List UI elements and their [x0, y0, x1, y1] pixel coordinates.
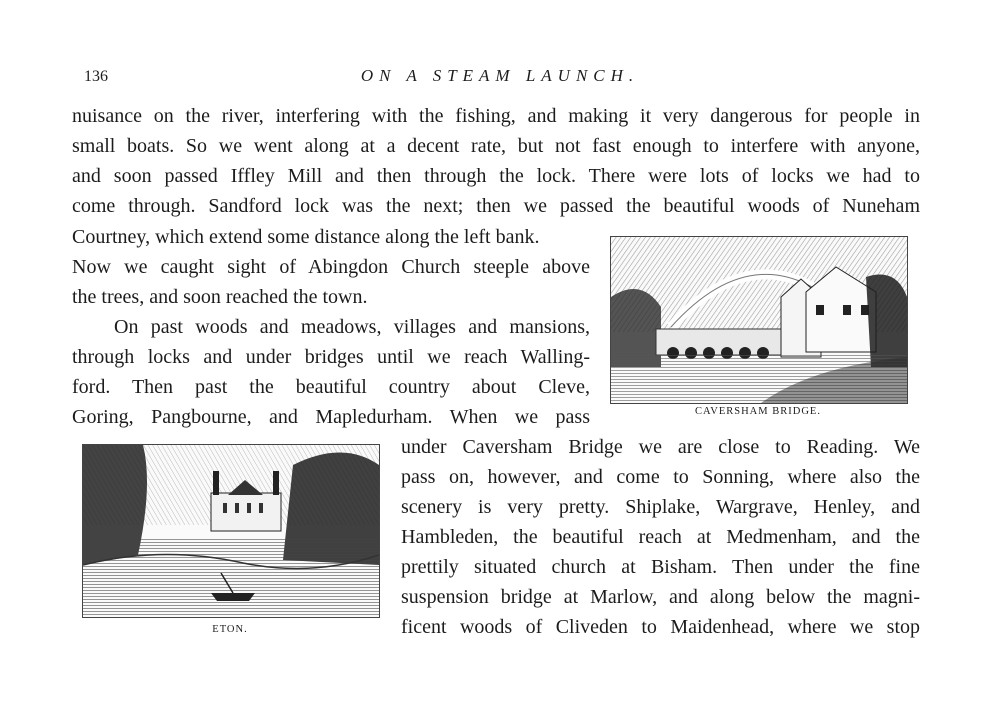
caversham-bridge-illustration [610, 236, 908, 404]
eton-caption: ETON. [212, 624, 248, 635]
body-line: suspension bridge at Marlow, and along below the magni- [401, 586, 920, 608]
body-line: through locks and under bridges until we reach Walling- [72, 346, 590, 368]
running-title: ON A STEAM LAUNCH. [360, 66, 640, 85]
body-line: under Caversham Bridge we are close to Reading. We [401, 436, 920, 458]
body-line: ficent woods of Cliveden to Maidenhead, where we stop [401, 616, 920, 638]
body-line: prettily situated church at Bisham. Then under the fine [401, 556, 920, 578]
body-line: On past woods and meadows, villages and mansions, [114, 316, 590, 338]
body-line: Goring, Pangbourne, and Mapledurham. When we pass [72, 406, 590, 428]
body-line: ford. Then past the beautiful country about Cleve, [72, 376, 590, 398]
body-line: come through. Sandford lock was the next; then we passed the beautiful woods of Nuneham [72, 195, 920, 217]
body-line: Courtney, which extend some distance along the left bank. [72, 226, 540, 248]
body-line: pass on, however, and come to Sonning, where also the [401, 466, 920, 488]
caversham-bridge-caption: CAVERSHAM BRIDGE. [695, 406, 821, 417]
body-line: Now we caught sight of Abingdon Church steeple above [72, 256, 590, 278]
eton-illustration [82, 444, 380, 618]
body-line: small boats. So we went along at a decent rate, but not fast enough to interfere with anyone, [72, 135, 920, 157]
body-line: Hambleden, the beautiful reach at Medmenham, and the [401, 526, 920, 548]
page-number: 136 [84, 68, 108, 85]
body-line: the trees, and soon reached the town. [72, 286, 368, 308]
body-line: scenery is very pretty. Shiplake, Wargrave, Henley, and [401, 496, 920, 518]
body-line: nuisance on the river, interfering with the fishing, and making it very dangerous for people in [72, 105, 920, 127]
body-line: and soon passed Iffley Mill and then through the lock. There were lots of locks we had to [72, 165, 920, 187]
